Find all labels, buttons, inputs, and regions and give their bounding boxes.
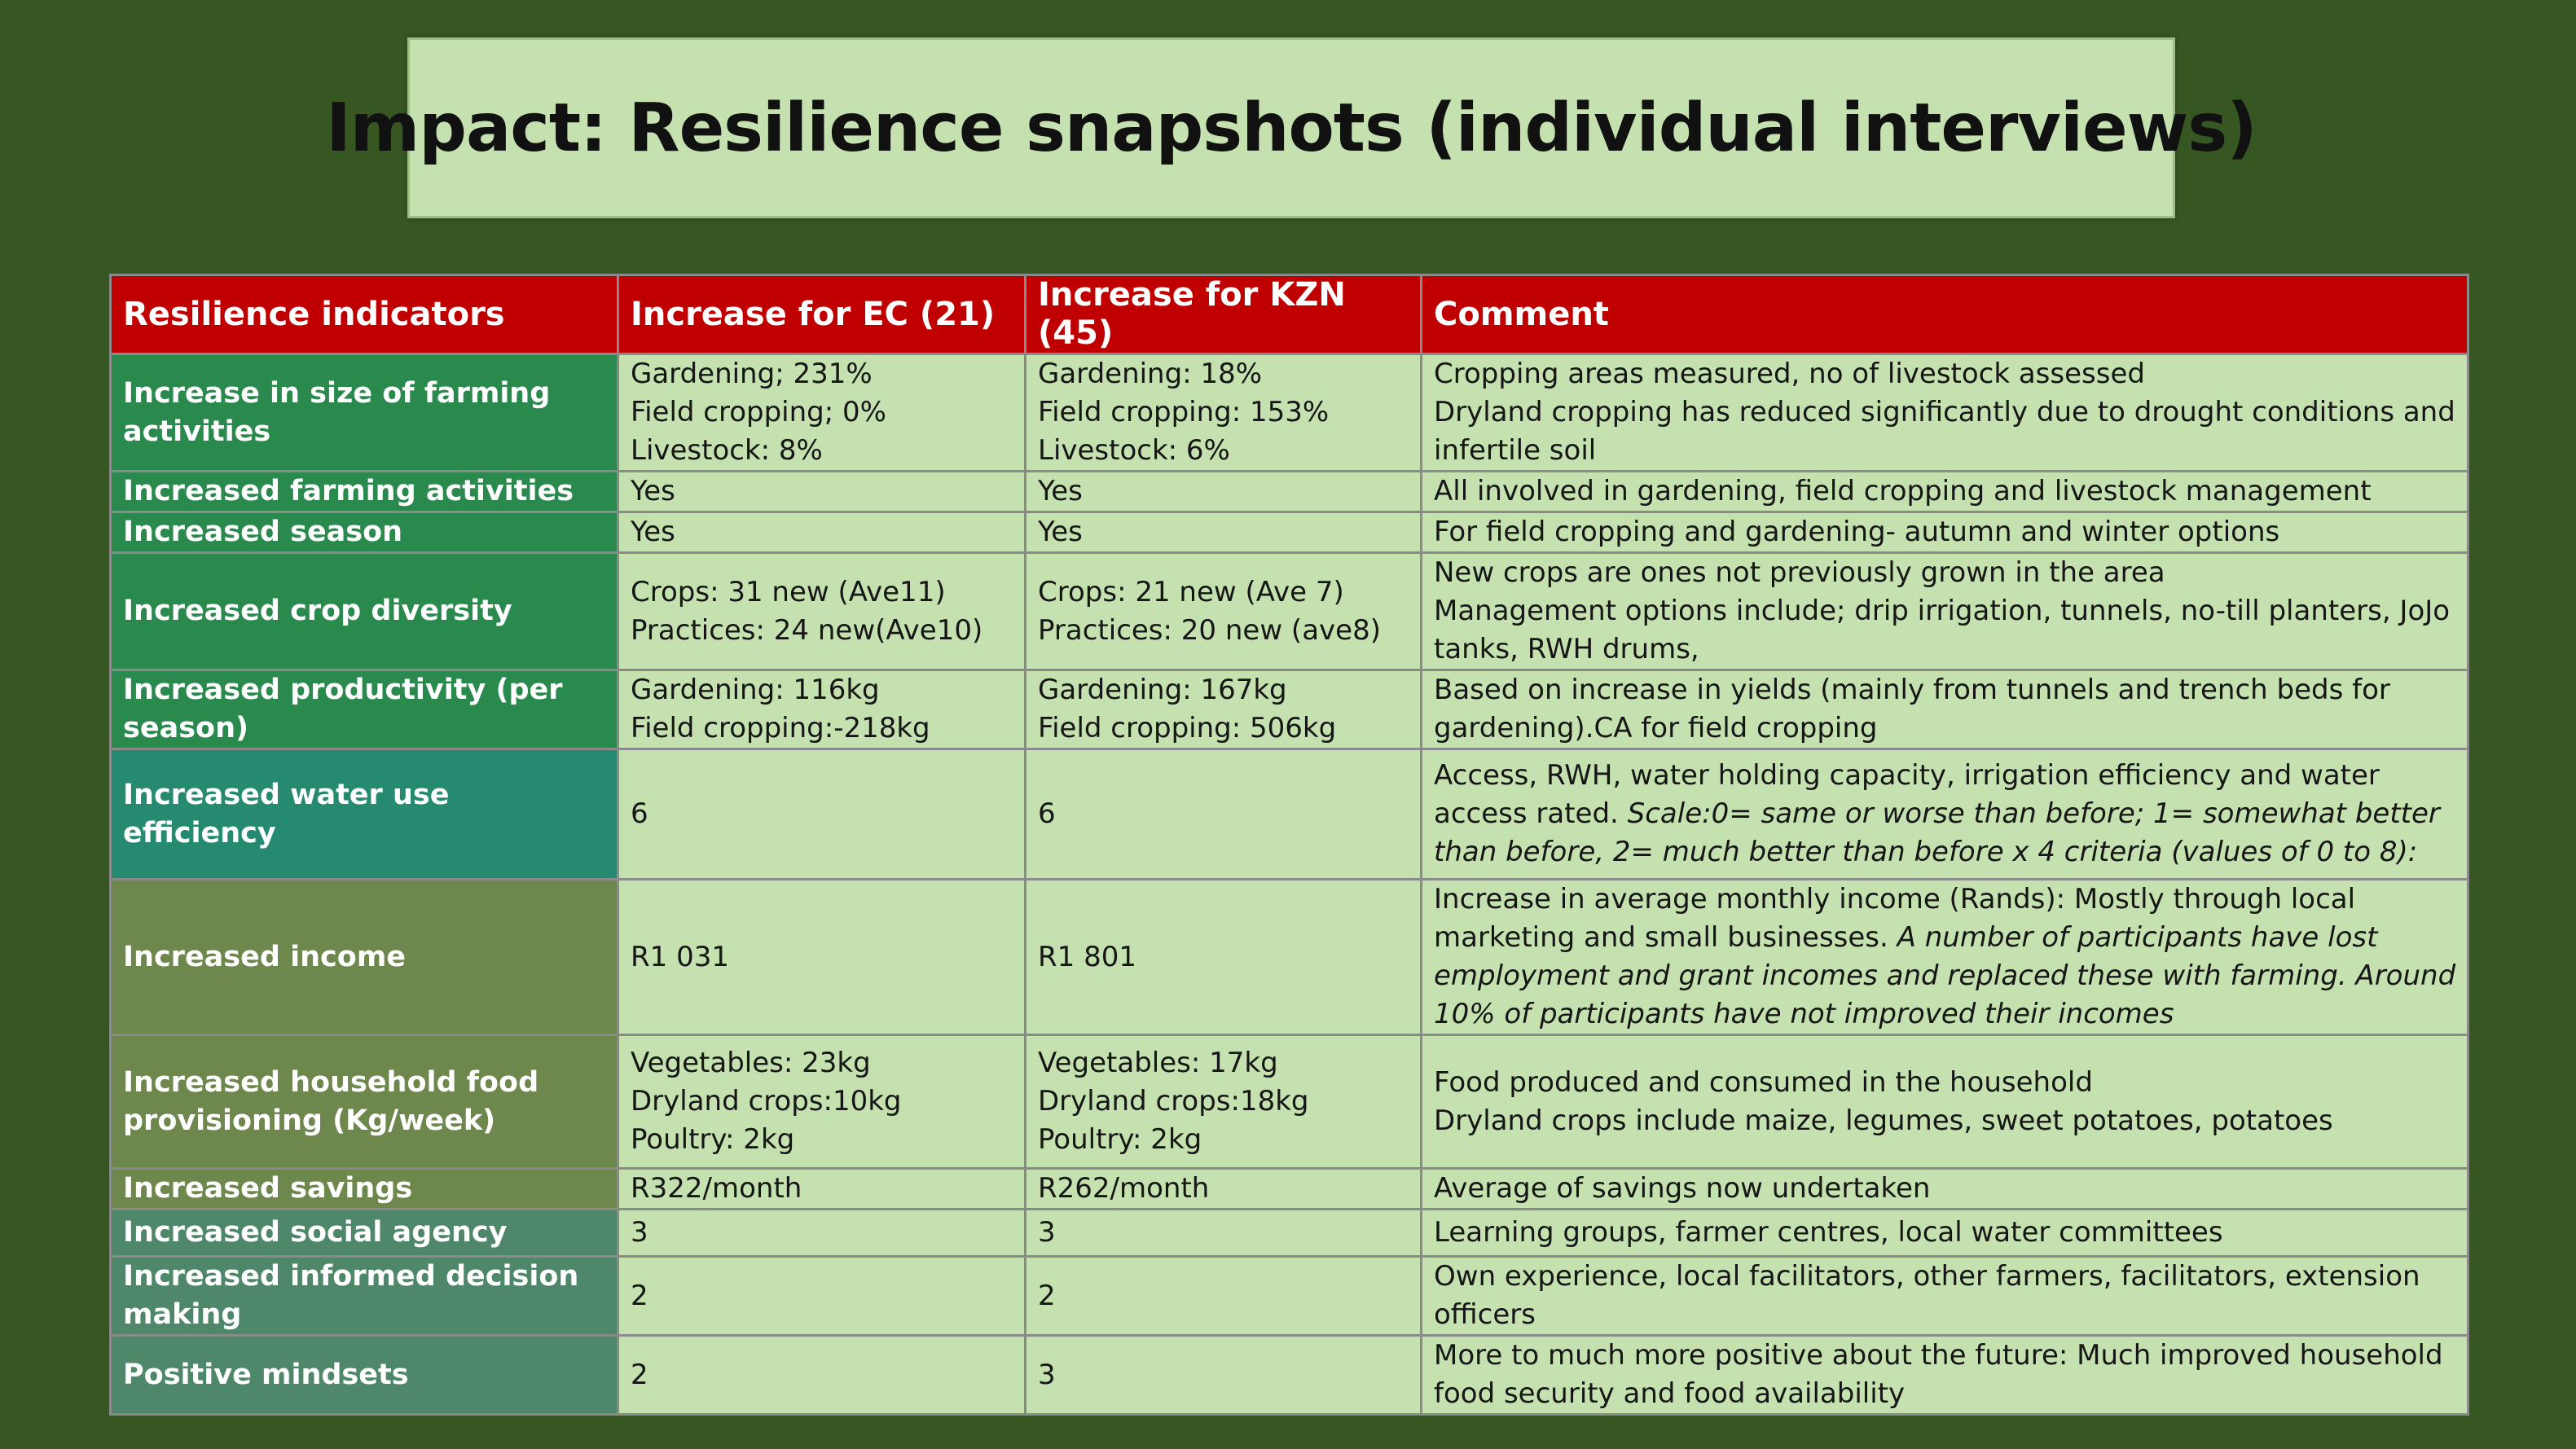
ec-value-cell xyxy=(618,749,1026,880)
ec-value-line: Field cropping:-218kg xyxy=(631,712,930,744)
kzn-value-cell xyxy=(1026,1210,1422,1257)
indicator-cell: Increased social agency xyxy=(111,1210,618,1257)
resilience-table xyxy=(109,274,2469,1416)
comment-cell xyxy=(1422,472,2468,512)
kzn-value-line: Field cropping: 506kg xyxy=(1038,712,1337,744)
comment-cell xyxy=(1422,354,2468,472)
table-row xyxy=(111,1257,2468,1336)
ec-value-cell xyxy=(618,553,1026,670)
kzn-value-line: R262/month xyxy=(1038,1172,1210,1205)
table-body xyxy=(111,354,2468,1415)
indicator-cell: Increase in size of farming activities xyxy=(111,354,618,472)
kzn-value-line: Crops: 21 new (Ave 7) xyxy=(1038,575,1344,608)
ec-value-cell xyxy=(618,1210,1026,1257)
kzn-value-line: Gardening: 18% xyxy=(1038,358,1263,390)
comment-cell xyxy=(1422,553,2468,670)
comment-text: New crops are ones not previously grown in the area Management options include; drip irrigation, tunnels, no-till planters, JoJo tanks, RWH drums, xyxy=(1434,556,2451,665)
ec-value-line: Vegetables: 23kg xyxy=(631,1047,871,1079)
kzn-value-line: 2 xyxy=(1038,1279,1056,1312)
kzn-value-cell xyxy=(1026,1257,1422,1336)
kzn-value-cell xyxy=(1026,553,1422,670)
kzn-value-line: 3 xyxy=(1038,1358,1056,1391)
table-row xyxy=(111,1035,2468,1169)
kzn-value-line: Vegetables: 17kg xyxy=(1038,1047,1278,1079)
indicator-cell: Increased farming activities xyxy=(111,472,618,512)
header-ec: Increase for EC (21) xyxy=(618,275,1026,354)
comment-text: Food produced and consumed in the household Dryland crops include maize, legumes, sweet potatoes, potatoes xyxy=(1434,1065,2333,1137)
table-row xyxy=(111,512,2468,553)
comment-text: Based on increase in yields (mainly from tunnels and trench beds for gardening).CA for field cropping xyxy=(1434,674,2390,744)
ec-value-line: Gardening; 231% xyxy=(631,358,873,390)
ec-value-cell xyxy=(618,512,1026,553)
ec-value-line: 2 xyxy=(631,1279,648,1312)
kzn-value-cell xyxy=(1026,880,1422,1035)
kzn-value-line: 3 xyxy=(1038,1216,1056,1249)
table-row xyxy=(111,1336,2468,1415)
ec-value-line: Practices: 24 new(Ave10) xyxy=(631,613,983,647)
comment-cell xyxy=(1422,1210,2468,1257)
title-box xyxy=(326,37,2257,218)
comment-cell xyxy=(1422,749,2468,880)
ec-value-line: Yes xyxy=(631,516,675,548)
comment-text: Cropping areas measured, no of livestock assessed Dryland cropping has reduced significantly due to drought conditions and infertile soil xyxy=(1434,358,2455,467)
ec-value-line: Poultry: 2kg xyxy=(631,1123,795,1156)
kzn-value-line: Gardening: 167kg xyxy=(1038,674,1287,706)
ec-value-cell xyxy=(618,880,1026,1035)
comment-text: Increase in average monthly income (Rands): Mostly through local marketing and small businesses. xyxy=(1434,883,2356,954)
header-indicators: Resilience indicators xyxy=(111,275,618,354)
indicator-cell: Positive mindsets xyxy=(111,1336,618,1415)
ec-value-line: Gardening: 116kg xyxy=(631,674,880,706)
ec-value-cell xyxy=(618,354,1026,472)
kzn-value-line: 6 xyxy=(1038,797,1056,830)
kzn-value-line: Livestock: 6% xyxy=(1038,434,1230,467)
ec-value-cell xyxy=(618,670,1026,749)
kzn-value-cell xyxy=(1026,1336,1422,1415)
kzn-value-cell xyxy=(1026,472,1422,512)
comment-cell xyxy=(1422,880,2468,1035)
header-row xyxy=(111,275,2468,354)
ec-value-cell xyxy=(618,1257,1026,1336)
kzn-value-cell xyxy=(1026,1169,1422,1210)
indicator-cell: Increased income xyxy=(111,880,618,1035)
comment-text: Average of savings now undertaken xyxy=(1434,1172,1931,1205)
kzn-value-cell xyxy=(1026,1035,1422,1169)
comment-cell xyxy=(1422,1336,2468,1415)
ec-value-line: Crops: 31 new (Ave11) xyxy=(631,575,946,608)
ec-value-line: R322/month xyxy=(631,1172,802,1205)
kzn-value-line: Practices: 20 new (ave8) xyxy=(1038,613,1381,647)
ec-value-cell xyxy=(618,1169,1026,1210)
comment-cell xyxy=(1422,512,2468,553)
indicator-cell: Increased water use efficiency xyxy=(111,749,618,880)
comment-text: Learning groups, farmer centres, local water committees xyxy=(1434,1216,2223,1249)
ec-value-cell xyxy=(618,1336,1026,1415)
comment-text: Own experience, local facilitators, other farmers, facilitators, extension officers xyxy=(1434,1260,2420,1331)
indicator-cell: Increased savings xyxy=(111,1169,618,1210)
table-row xyxy=(111,880,2468,1035)
kzn-value-line: Dryland crops:18kg xyxy=(1038,1085,1309,1117)
kzn-value-cell xyxy=(1026,512,1422,553)
indicator-cell: Increased household food provisioning (Kg/week) xyxy=(111,1035,618,1169)
comment-text: Access, RWH, water holding capacity, irrigation efficiency and water access rated. xyxy=(1434,759,2380,830)
kzn-value-cell xyxy=(1026,354,1422,472)
comment-cell xyxy=(1422,1257,2468,1336)
indicator-cell: Increased productivity (per season) xyxy=(111,670,618,749)
page-title: Impact: Resilience snapshots (individual interviews) xyxy=(326,89,2257,167)
indicator-cell: Increased season xyxy=(111,512,618,553)
indicator-cell: Increased informed decision making xyxy=(111,1257,618,1336)
header-kzn: Increase for KZN (45) xyxy=(1026,275,1422,354)
indicator-cell: Increased crop diversity xyxy=(111,553,618,670)
header-comment: Comment xyxy=(1422,275,2468,354)
ec-value-line: Yes xyxy=(631,475,675,507)
comment-cell xyxy=(1422,670,2468,749)
comment-text: For field cropping and gardening- autumn and winter options xyxy=(1434,516,2280,548)
ec-value-line: 3 xyxy=(631,1216,648,1249)
table-row xyxy=(111,553,2468,670)
table-row xyxy=(111,670,2468,749)
kzn-value-line: Poultry: 2kg xyxy=(1038,1123,1202,1156)
kzn-value-cell xyxy=(1026,749,1422,880)
table-row xyxy=(111,1169,2468,1210)
comment-italic-text: Scale:0= same or worse than before; 1= somewhat better than before, 2= much better than before x 4 criteria (values of 0 to 8): xyxy=(1434,797,2440,868)
comment-cell xyxy=(1422,1035,2468,1169)
kzn-value-line: Yes xyxy=(1038,516,1083,548)
table-row xyxy=(111,1210,2468,1257)
kzn-value-cell xyxy=(1026,670,1422,749)
ec-value-cell xyxy=(618,472,1026,512)
ec-value-cell xyxy=(618,1035,1026,1169)
table-row xyxy=(111,472,2468,512)
comment-text: More to much more positive about the future: Much improved household food security and food availability xyxy=(1434,1339,2443,1410)
kzn-value-line: R1 801 xyxy=(1038,940,1136,973)
table-row xyxy=(111,354,2468,472)
ec-value-line: Dryland crops:10kg xyxy=(631,1085,902,1117)
kzn-value-line: Field cropping: 153% xyxy=(1038,396,1330,428)
ec-value-line: 2 xyxy=(631,1358,648,1391)
ec-value-line: R1 031 xyxy=(631,940,729,973)
kzn-value-line: Yes xyxy=(1038,475,1083,507)
ec-value-line: 6 xyxy=(631,797,648,830)
ec-value-line: Field cropping; 0% xyxy=(631,396,886,428)
table-row xyxy=(111,749,2468,880)
comment-text: All involved in gardening, field cropping and livestock management xyxy=(1434,475,2372,507)
comment-cell xyxy=(1422,1169,2468,1210)
comment-italic-text: A number of participants have lost employment and grant incomes and replaced these with farming. Around 10% of participants have not improved their incomes xyxy=(1434,921,2456,1030)
ec-value-line: Livestock: 8% xyxy=(631,434,823,467)
